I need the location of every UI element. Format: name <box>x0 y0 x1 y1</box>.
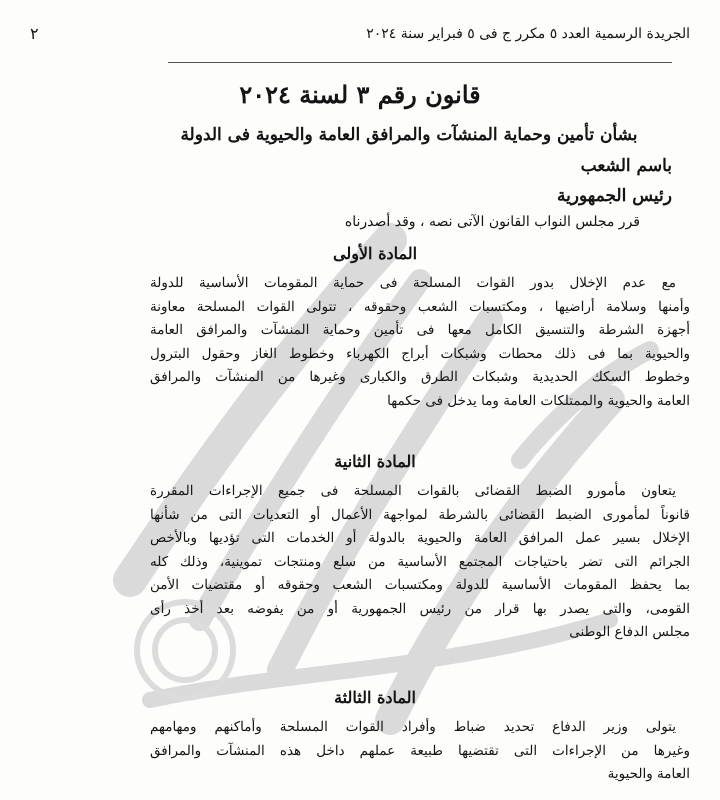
article-1-line: وأمنها وسلامة أراضيها ، ومكتسبات الشعب وحقوقه ، تتولى القوات المسلحة معاونة <box>150 298 690 315</box>
page-number: ٢ <box>30 24 39 43</box>
article-3-title: المادة الثالثة <box>334 688 416 707</box>
in-name-of-people-heading: باسم الشعب <box>580 156 672 176</box>
article-2-line: مجلس الدفاع الوطنى <box>569 624 690 640</box>
law-subtitle: بشأن تأمين وحماية المنشآت والمرافق العامة والحيوية فى الدولة <box>180 125 638 145</box>
president-heading: رئيس الجمهورية <box>556 186 672 206</box>
article-3-line: يتولى وزير الدفاع تحديد ضباط وأفراد القوات المسلحة وأماكنهم ومهامهم <box>150 719 676 735</box>
article-2-line: يتعاون مأمورو الضبط القضائى بالقوات المسلحة فى جميع الإجراءات المقررة <box>150 483 676 499</box>
article-1-line: العامة والحيوية والممتلكات العامة وما يدخل فى حكمها <box>387 392 690 409</box>
article-1-title: المادة الأولى <box>332 244 418 263</box>
article-2-line: الإخلال بسير عمل المرافق العامة والحيوية بالدولة أو الخدمات التى تؤديها وبالأخص <box>150 530 690 546</box>
header-divider <box>168 62 672 63</box>
article-1-line: أجهزة الشرطة والتنسيق الكامل معها فى تأمين وحماية المنشآت والمرافق العامة <box>150 322 690 338</box>
article-2-line: القومى، والتى يصدر بها قرار من رئيس الجمهورية أو من يفوضه بعد أخذ رأى <box>150 600 690 617</box>
intro-text: قرر مجلس النواب القانون الآتى نصه ، وقد أصدرناه <box>344 214 640 230</box>
article-2-line: الجرائم التى تضر باحتياجات المجتمع الأساسية من سلع ومنتجات تموينية، وذلك كله <box>150 553 690 570</box>
page-header <box>30 24 690 43</box>
article-3-body <box>150 716 690 787</box>
article-3-line: وغيرها من الإجراءات التى تقتضيها طبيعة عملهم داخل هذه المنشآت والمرافق <box>150 742 690 759</box>
article-1-line: مع عدم الإخلال بدور القوات المسلحة فى حماية المقومات الأساسية للدولة <box>150 275 676 291</box>
article-1-line: وخطوط السكك الحديدية وشبكات الطرق والكبارى وغيرها من المنشآت والمرافق <box>150 369 690 385</box>
gazette-issue-line: الجريدة الرسمية العدد ٥ مكرر ج فى ٥ فبراير سنة ٢٠٢٤ <box>366 25 690 42</box>
article-1-line: والحيوية بما فى ذلك محطات وشبكات أبراج الكهرباء وخطوط الغاز وحقول البترول <box>150 345 690 362</box>
article-2-line: بما يحفظ المقومات الأساسية للدولة ومكتسبات الشعب وحقوقه أو مقتضيات الأمن <box>150 577 690 593</box>
article-3-line: العامة والحيوية <box>607 766 690 782</box>
article-2-title: المادة الثانية <box>334 452 416 471</box>
article-2-line: قانوناً لمأمورى الضبط القضائى بالشرطة لمواجهة الأعمال أو التعديات التى من شأنها <box>150 506 690 523</box>
law-title: قانون رقم ٣ لسنة ٢٠٢٤ <box>239 80 481 109</box>
article-1-body <box>150 272 690 413</box>
article-2-body <box>150 480 690 645</box>
